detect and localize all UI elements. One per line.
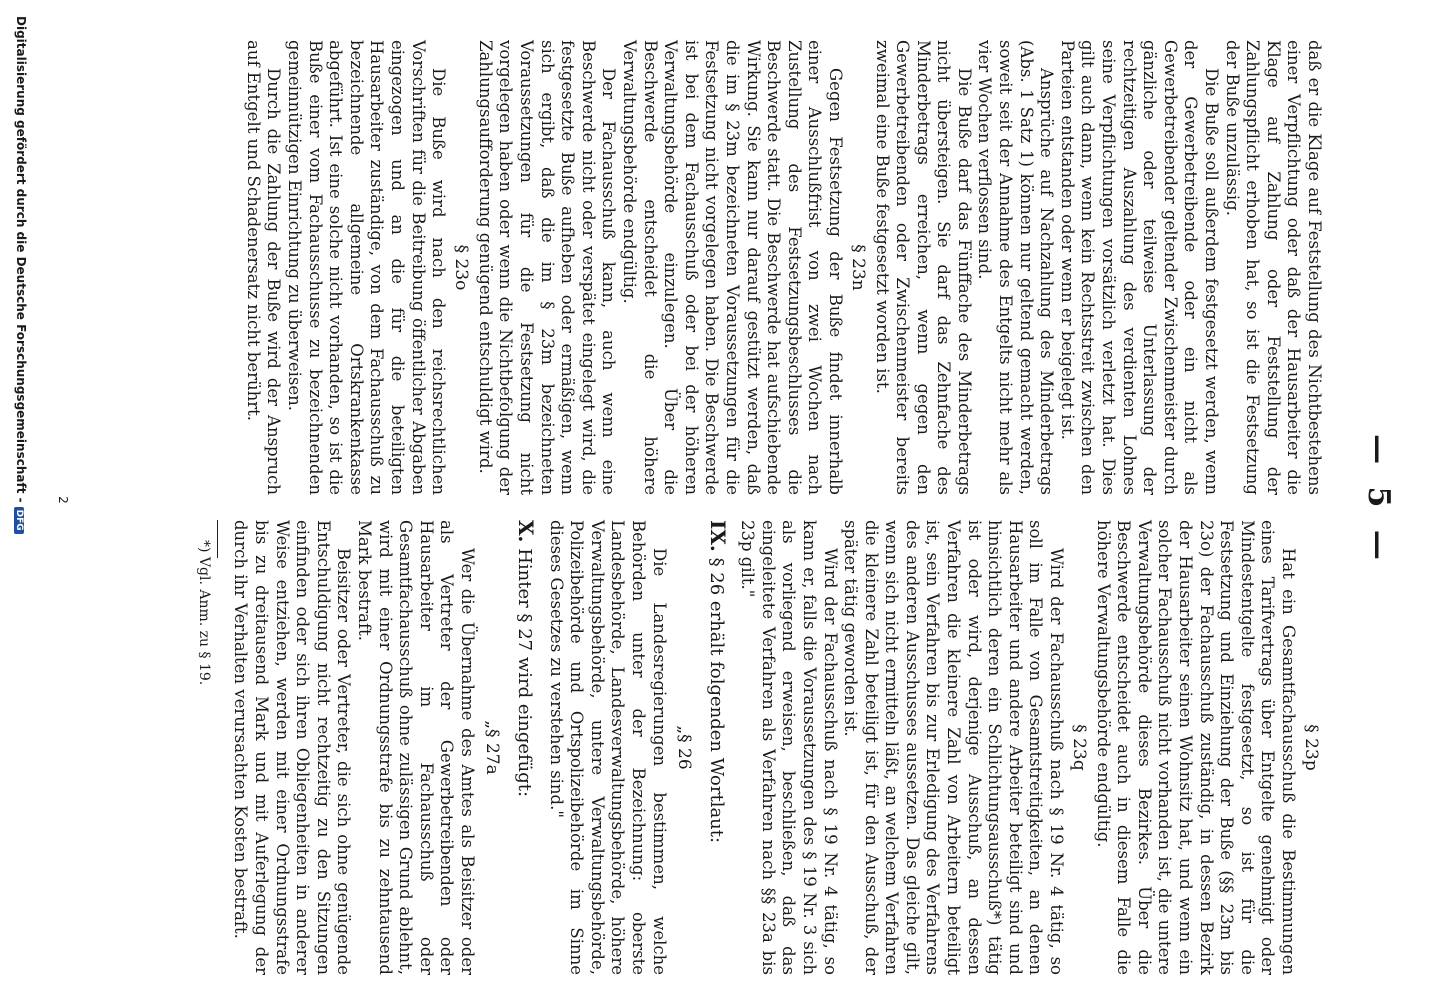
section-heading: § 23n [847,244,868,291]
article-numeral: X. [514,520,538,543]
article-numeral: IX. [705,520,730,552]
credit-text: Digitalisierung gefördert durch die Deutsche Forschungsgemeinschaft - [14,16,28,503]
page-number: — 5 — [1361,434,1396,566]
paragraph: daß er die Klage auf Feststellung des Nichtbestehens einer Verpflichtung oder daß der Hausarbeiter die Klage auf Zahlung oder Feststellung der Zahlungspflicht erhoben hat, so ist die Festsetzung der Buße unzulässig. [1222,40,1324,495]
signature-mark: 2 [56,496,70,504]
paragraph: Hat ein Gesamtfachausschuß die Bestimmungen eines Tarifvertrags über Entgelte genehmigt oder Mindestentgelte festgesetzt, so ist für die Festsetzung und Einziehung der Buße (§§ 23m bis 23o) der Fachausschuß zuständig, in dessen Bezirk der Hausarbeiter seinen Wohnsitz hat, und wenn ein solcher Fachausschuß nicht vorhanden ist, die untere Verwaltungsbehörde dieses Bezirkes. Über die Beschwerde entscheidet auch in diesem Falle die höhere Verwaltungsbehörde endgültig. [1093,520,1298,975]
paragraph: Durch die Zahlung der Buße wird der Anspruch auf Entgelt und Schadenersatz nicht berührt. [243,40,284,495]
paragraph: Ansprüche auf Nachzahlung des Minderbetrags (Abs. 1 Satz 1) können nur geltend gemacht werden, soweit seit der Annahme des Entgelts nicht mehr als vier Wochen verflossen sind. [975,40,1057,495]
footnote: *) Vgl. Anm. zu § 19. [195,540,212,686]
right-column [195,520,1324,975]
paragraph: Die Buße wird nach den reichsrechtlichen Vorschriften für die Beitreibung öffentlicher Abgaben eingezogen und an die für die beteiligten Hausarbeiter zuständige, von dem Fachausschuß zu bezeichnende allgemeine Ortskrankenkasse abgeführt. Ist eine solche nicht vorhanden, so ist die Buße einer vom Fachausschusse zu bezeichnenden gemeinnützigen Einrichtung zu überweisen. [285,40,449,495]
paragraph: Wird der Fachausschuß nach § 19 Nr. 4 tätig, so kann er, falls die Voraussetzungen des § 19 Nr. 3 sich als vorliegend erweisen, beschließen, daß das eingeleitete Verfahren als Verfahren nach §§ 23a bis 23p gilt." [738,520,840,975]
paragraph: Wird der Fachausschuß nach § 19 Nr. 4 tätig, so soll im Falle von Gesamtstreitigkeiten, an denen Hausarbeiter und andere Arbeiter beteiligt sind und hinsichtlich deren ein Schlichtungsausschuß*) tätig ist oder wird, derjenige Ausschuß, an dessen Verfahren die kleinere Zahl von Arbeitern beteiligt ist, sein Verfahren bis zur Erledigung des Verfahrens des anderen Ausschusses aussetzen. Das gleiche gilt, wenn sich nicht ermitteln läßt, an welchem Verfahren die kleinere Zahl beteiligt ist, für den Ausschuß, der später tätig geworden ist. [841,520,1067,975]
section-heading: § 23p [1301,724,1321,771]
left-column [242,40,1324,495]
paragraph: Gegen Festsetzung der Buße findet innerhalb einer Ausschlußfrist von zwei Wochen nach Zustellung des Festsetzungsbeschlusses die Beschwerde statt. Die Beschwerde hat aufschiebende Wirkung. Sie kann nur darauf gestützt werden, daß die im § 23m bezeichneten Voraussetzungen für die Festsetzung nicht vorgelegen haben. Die Beschwerde ist bei dem Fachausschuß oder bei der höheren Verwaltungsbehörde einzulegen. Über die Beschwerde entscheidet die höhere Verwaltungsbehörde endgültig. [620,40,845,495]
section-heading: § 23q [1069,724,1090,771]
paragraph: Beisitzer oder Vertreter, die sich ohne genügende Entschuldigung nicht rechtzeitig zu den Sitzungen einfinden oder sich ihren Obliegenheiten in anderer Weise entziehen, werden mit einer Ordnungsstrafe bis zu dreitausend Mark und mit Auferlegung der durch ihr Verhalten verursachten Kosten bestraft. [231,520,354,975]
dfg-logo: DFG [14,507,24,534]
article-heading [511,520,539,975]
paragraph: Der Fachausschuß kann, auch wenn eine Beschwerde nicht oder verspätet eingelegt wird, die festgesetzte Buße aufheben oder ermäßigen, wenn sich ergibt, daß die im § 23m bezeichneten Voraussetzungen für die Festsetzung nicht vorgelegen haben oder wenn die Nichtbefolgung der Zahlungsaufforderung genügend entschuldigt wird. [475,40,619,495]
paragraph: Wer die Übernahme des Amtes als Beisitzer oder als Vertreter der Gewerbetreibenden oder Hausarbeiter im Fachausschuß oder Gesamtfachausschuß ohne zulässigen Grund ablehnt, wird mit einer Ordnungsstrafe bis zu zehntausend Mark bestraft. [355,520,477,975]
credit-line [14,16,28,534]
article-heading [703,520,731,975]
paragraph: Die Landesregierungen bestimmen, welche Behörden unter der Bezeichnung: oberste Landesbehörde, Landesverwaltungsbehörde, höhere Verwaltungsbehörde, untere Verwaltungsbehörde, Polizeibehörde und Ortspolizeibehörde im Sinne dieses Gesetzes zu verstehen sind." [546,520,669,975]
footnote-rule [217,520,218,558]
quoted-section-heading: „§ 26 [673,725,694,770]
article-heading-text: § 26 erhält folgenden Wortlaut: [705,557,727,844]
paragraph: Die Buße darf das Fünffache des Minderbetrags nicht übersteigen. Sie darf das Zehnfache des Minderbetrags erreichen, wenn gegen den Gewerbetreibenden oder Zwischenmeister bereits zweimal eine Buße festgesetzt worden ist. [872,40,974,495]
article-heading-text: Hinter § 27 wird eingefügt: [514,548,535,798]
paragraph: Die Buße soll außerdem festgesetzt werden, wenn der Gewerbetreibende oder ein nicht als Gewerbetreibender geltender Zwischenmeister durch gänzliche oder teilweise Unterlassung der rechtzeitigen Auszahlung des verdienten Lohnes seine Verpflichtungen vorsätzlich verletzt hat. Dies gilt auch dann, wenn kein Rechtsstreit zwischen den Parteien entstanden oder wenn er beigelegt ist. [1057,40,1222,495]
quoted-section-heading: „§ 27a [482,720,502,775]
section-heading: § 23o [451,244,472,291]
